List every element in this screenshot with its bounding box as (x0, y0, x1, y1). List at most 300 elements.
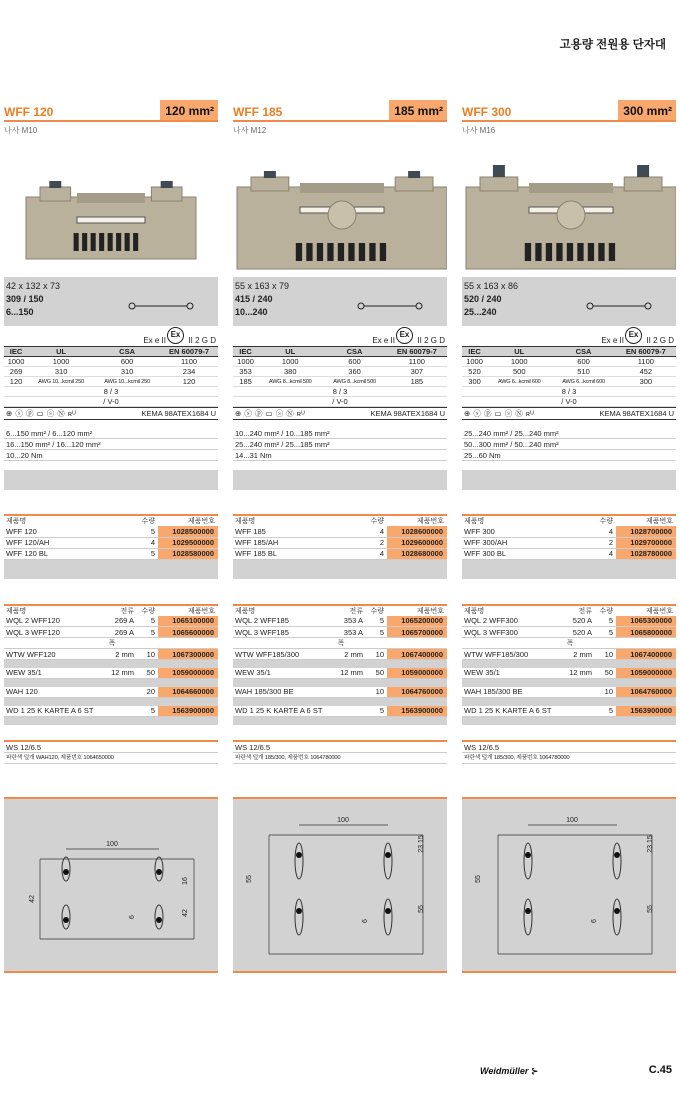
terminal-clamp-left (40, 187, 71, 201)
order-row (462, 548, 676, 559)
ratings-cell: 1000 (233, 357, 258, 367)
mounting-hole (614, 852, 620, 858)
ratings-row (4, 357, 218, 367)
ratings-row (462, 357, 676, 367)
terminal-slot (108, 233, 113, 251)
terminal-slot (74, 233, 79, 251)
order-row (4, 649, 218, 660)
cell: 2 (342, 537, 387, 548)
mounting-slot (295, 899, 303, 935)
cell: 520 A (563, 616, 595, 627)
ratings-cell: 1100 (160, 357, 218, 367)
wire-icon (128, 302, 194, 310)
cell: WD 1 25 K KARTE A 6 ST (4, 706, 105, 717)
cell: 269 A (105, 616, 137, 627)
dim-label-h1: 42 (29, 894, 36, 903)
cell: 5 (137, 706, 158, 717)
dim-label-d: 6 (591, 918, 598, 923)
marker-name: WS 12/6.5 (233, 742, 447, 753)
ratings-cell: 1000 (258, 357, 322, 367)
order-row (462, 627, 676, 638)
ratings-cell: 600 (94, 357, 160, 367)
part-number: 1029500000 (158, 537, 218, 548)
order-row (462, 526, 676, 537)
ratings-cell: 1100 (616, 357, 676, 367)
terminal-slot (91, 233, 96, 251)
terminal-slot (567, 243, 573, 261)
ratings-merged: 8 / 3 (4, 387, 218, 397)
cell: 50 (366, 668, 387, 679)
cell: WQL 3 WFF300 (462, 627, 563, 638)
cell: 20 (137, 687, 158, 698)
cell: 10 (595, 687, 616, 698)
ratings-row (4, 377, 218, 387)
mounting-hole (63, 917, 69, 923)
order-header: 제품명 (462, 515, 571, 526)
spacer-box (4, 470, 218, 490)
ratings-cell: 510 (551, 367, 615, 377)
order-header: 제품번호 (387, 515, 447, 526)
ratings-header: IEC (233, 347, 258, 357)
terminal-clamp-left (251, 177, 289, 191)
order-row (233, 706, 447, 717)
mounting-hole (296, 852, 302, 858)
product-photo (233, 137, 447, 277)
cell: 5 (137, 627, 158, 638)
ratings-header: IEC (4, 347, 28, 357)
mounting-hole (63, 869, 69, 875)
cell: WQL 2 WFF300 (462, 616, 563, 627)
cell: WFF 120/AH (4, 537, 113, 548)
cell: 5 (137, 616, 158, 627)
cell: WAH 185/300 BE (462, 687, 563, 698)
cell: 12 mm (563, 668, 595, 679)
screw-icon (49, 181, 61, 188)
cell: WFF 120 BL (4, 548, 113, 559)
ratings-header: IEC (462, 347, 487, 357)
cell: WQL 3 WFF120 (4, 627, 105, 638)
cell: 4 (571, 548, 616, 559)
product-column (462, 100, 676, 973)
part-number: 1563900000 (616, 706, 676, 717)
ex-class: Ex e II (601, 336, 624, 345)
accessory-table (4, 604, 218, 725)
terminal-slot (317, 243, 323, 261)
dim-label-width: 100 (566, 816, 578, 824)
cell: 10 (366, 649, 387, 660)
cell: WEW 35/1 (4, 668, 105, 679)
acc-header: 수량 (137, 605, 158, 616)
wire-range-item: 25...60 Nm (462, 450, 676, 461)
wire-range-list (4, 428, 218, 461)
marker-name: WS 12/6.5 (4, 742, 218, 753)
order-header: 수량 (113, 515, 158, 526)
acc-header: 제품명 (462, 605, 563, 616)
ratings-merged: 8 / 3 (462, 387, 676, 397)
wire-range-item: 25...240 mm² / 25...185 mm² (233, 439, 447, 450)
ratings-cell: 120 (4, 377, 28, 387)
part-number: 1059000000 (387, 668, 447, 679)
mounting-hole (156, 917, 162, 923)
part-number: 1065300000 (616, 616, 676, 627)
terminal-clamp-right (151, 187, 182, 201)
ratings-cell: 310 (28, 367, 94, 377)
cell: 269 A (105, 627, 137, 638)
terminal-slot (82, 233, 87, 251)
ratings-table (233, 346, 447, 407)
screw-icon (408, 171, 420, 178)
wire-range-item: 25...240 mm² / 25...240 mm² (462, 428, 676, 439)
ratings-cell: 600 (551, 357, 615, 367)
order-row (462, 687, 676, 698)
ratings-header: CSA (551, 347, 615, 357)
cell: WFF 300/AH (462, 537, 571, 548)
mounting-slot (613, 843, 621, 879)
terminal-slot (588, 243, 594, 261)
rating: 309 / 150 (6, 294, 44, 304)
ex-approval (462, 326, 676, 346)
wire-range: 10...240 (235, 307, 268, 317)
product-header (4, 100, 218, 122)
ratings-table (462, 346, 676, 407)
terminal-slot (556, 243, 562, 261)
mounting-hole (385, 852, 391, 858)
cell: 520 A (563, 627, 595, 638)
order-row (462, 537, 676, 548)
dim-label-h2: 23.15 (418, 834, 425, 853)
part-number: 1067400000 (387, 649, 447, 660)
spacer-box (462, 560, 676, 579)
ratings-cell: AWG 10...kcmil 250 (28, 377, 94, 387)
cell: WFF 300 (462, 526, 571, 537)
spec-box (233, 277, 447, 326)
ratings-cell: 269 (4, 367, 28, 377)
terminal-slot (359, 243, 365, 261)
mounting-hole (385, 908, 391, 914)
cell: WTW WFF120 (4, 649, 105, 660)
terminal-slot (125, 233, 130, 251)
ratings-cell: 353 (233, 367, 258, 377)
terminal-top (77, 193, 145, 203)
ratings-row (233, 377, 447, 387)
dim-label-width: 100 (337, 816, 349, 824)
ratings-cell: 360 (322, 367, 386, 377)
certification-row (233, 407, 447, 420)
order-row (233, 668, 447, 679)
cell: 2 (571, 537, 616, 548)
cell: 2 mm (563, 649, 595, 660)
order-row (4, 616, 218, 627)
cell (563, 706, 595, 717)
part-number: 1064760000 (387, 687, 447, 698)
dimension-drawing (462, 797, 676, 973)
page-number: C.45 (648, 1064, 672, 1076)
ratings-header: UL (258, 347, 322, 357)
order-table (4, 514, 218, 560)
product-photo (462, 137, 676, 277)
dim-label-h1: 55 (246, 874, 253, 883)
cell: WQL 2 WFF120 (4, 616, 105, 627)
order-row (233, 687, 447, 698)
part-number: 1563900000 (387, 706, 447, 717)
cell: WFF 185 (233, 526, 342, 537)
dim-label-d: 6 (362, 918, 369, 923)
ratings-merged: / V-0 (4, 397, 218, 407)
cell: WEW 35/1 (233, 668, 334, 679)
marker-info (233, 740, 447, 764)
ratings-table (4, 346, 218, 407)
cert-number: KEMA 98ATEX1684 U (141, 409, 216, 418)
order-header: 수량 (342, 515, 387, 526)
part-number: 1064760000 (616, 687, 676, 698)
acc-header: 제품번호 (616, 605, 676, 616)
terminal-slot (296, 243, 302, 261)
ratings-row (4, 367, 218, 377)
cell: 5 (113, 548, 158, 559)
order-row (462, 706, 676, 717)
ratings-header: UL (28, 347, 94, 357)
wire-range: 25...240 (464, 307, 497, 317)
terminal-disk (328, 201, 356, 229)
screw-size: 나사 M12 (233, 126, 267, 135)
acc-header: 제품명 (4, 605, 105, 616)
cell: WTW WFF185/300 (233, 649, 334, 660)
ex-approval (4, 326, 218, 346)
product-name: WFF 185 (233, 105, 283, 119)
acc-subheader: 폭 (233, 638, 447, 649)
cell: WAH 120 (4, 687, 105, 698)
spacer-box (462, 470, 676, 490)
acc-header: 제품번호 (387, 605, 447, 616)
ex-class: Ex e II (143, 336, 166, 345)
order-row (462, 616, 676, 627)
mounting-slot (524, 843, 532, 879)
terminal-slot (327, 243, 333, 261)
ex-logo-icon: Ex (625, 327, 642, 344)
cell: 10 (137, 649, 158, 660)
dim-label-h2: 16 (182, 876, 189, 885)
acc-header: 전류 (334, 605, 366, 616)
spec-box (462, 277, 676, 326)
order-row (4, 537, 218, 548)
ratings-cell: AWG 6...kcmil 600 (487, 377, 551, 387)
dimension-drawing (4, 797, 218, 973)
terminal-clamp-right (395, 177, 433, 191)
acc-header: 제품번호 (158, 605, 218, 616)
part-number: 1028500000 (158, 526, 218, 537)
dim-label-h3: 55 (647, 904, 654, 913)
cell: 5 (595, 627, 616, 638)
order-header: 제품명 (4, 515, 113, 526)
cell: 5 (595, 616, 616, 627)
terminal-slot (598, 243, 604, 261)
part-number: 1028780000 (616, 548, 676, 559)
cell: 2 mm (334, 649, 366, 660)
cell: WFF 300 BL (462, 548, 571, 559)
ratings-header: UL (487, 347, 551, 357)
mounting-hole (156, 869, 162, 875)
wire-range: 6...150 (6, 307, 34, 317)
rating: 415 / 240 (235, 294, 273, 304)
order-row (4, 548, 218, 559)
ratings-cell: 1000 (462, 357, 487, 367)
ratings-cell: 1100 (387, 357, 447, 367)
terminal-slot (609, 243, 615, 261)
cell: 10 (595, 649, 616, 660)
ratings-cell: 500 (487, 367, 551, 377)
ex-approval (233, 326, 447, 346)
cell: 12 mm (334, 668, 366, 679)
part-number: 1029700000 (616, 537, 676, 548)
ratings-cell: AWG 8...kcmil 500 (322, 377, 386, 387)
product-name: WFF 120 (4, 105, 54, 119)
spacer-box (233, 560, 447, 579)
order-row (462, 649, 676, 660)
ratings-header: EN 60079-7 (616, 347, 676, 357)
cell: 5 (366, 627, 387, 638)
wire-range-item: 10...240 mm² / 10...185 mm² (233, 428, 447, 439)
acc-header: 수량 (595, 605, 616, 616)
ex-class: Ex e II (372, 336, 395, 345)
wire-icon (586, 302, 652, 310)
certification-row (4, 407, 218, 420)
screw-size: 나사 M10 (4, 126, 38, 135)
cell: WQL 3 WFF185 (233, 627, 334, 638)
wire-range-item: 50...300 mm² / 50...240 mm² (462, 439, 676, 450)
part-number: 1028700000 (616, 526, 676, 537)
part-number: 1067300000 (158, 649, 218, 660)
mounting-slot (613, 899, 621, 935)
spacer-box (233, 470, 447, 490)
product-header (233, 100, 447, 122)
product-header (462, 100, 676, 122)
cell: WFF 120 (4, 526, 113, 537)
accessory-table (462, 604, 676, 725)
ratings-cell: 600 (322, 357, 386, 367)
mounting-hole (296, 908, 302, 914)
terminal-slot (338, 243, 344, 261)
cell: 12 mm (105, 668, 137, 679)
acc-header: 전류 (563, 605, 595, 616)
part-number: 1028600000 (387, 526, 447, 537)
ratings-row (233, 367, 447, 377)
cell (105, 687, 137, 698)
wire-icon (357, 302, 423, 310)
order-table (462, 514, 676, 560)
terminal-slot (380, 243, 386, 261)
cover-note: 파란색 덮개 185/300, 제품번호 1064780000 (233, 753, 447, 764)
cert-logos-icon: ⊕ ⓢ ⓟ ▭ ⓢ Ⓝ ʀᵁ (6, 409, 77, 418)
screw-icon (493, 165, 505, 177)
dimensions: 55 x 163 x 79 (235, 281, 290, 291)
ratings-header: CSA (94, 347, 160, 357)
order-row (4, 627, 218, 638)
wire-range-list (233, 428, 447, 461)
cell: 353 A (334, 616, 366, 627)
ratings-merged: 8 / 3 (233, 387, 447, 397)
dimension-drawing (233, 797, 447, 973)
cross-section-badge: 185 mm² (389, 100, 447, 120)
part-number: 1065100000 (158, 616, 218, 627)
cell: 4 (571, 526, 616, 537)
dim-label-h1: 55 (475, 874, 482, 883)
ratings-cell: 185 (387, 377, 447, 387)
ratings-cell: 1000 (28, 357, 94, 367)
cell (334, 706, 366, 717)
dim-label-h3: 42 (182, 908, 189, 917)
part-number: 1028580000 (158, 548, 218, 559)
part-number: 1059000000 (616, 668, 676, 679)
product-column (233, 100, 447, 973)
terminal-slot (348, 243, 354, 261)
ratings-cell: AWG 10...kcmil 250 (94, 377, 160, 387)
cell: WFF 185 BL (233, 548, 342, 559)
cell: WEW 35/1 (462, 668, 563, 679)
cross-section-badge: 300 mm² (618, 100, 676, 120)
terminal-slot (369, 243, 375, 261)
dim-label-h2: 23.15 (647, 834, 654, 853)
ratings-cell: AWG 6...kcmil 600 (551, 377, 615, 387)
ratings-cell: 120 (160, 377, 218, 387)
dim-label-h3: 55 (418, 904, 425, 913)
cell: 2 mm (105, 649, 137, 660)
screw-icon (637, 165, 649, 177)
wire-range-item: 6...150 mm² / 6...120 mm² (4, 428, 218, 439)
wire-range-item: 16...150 mm² / 16...120 mm² (4, 439, 218, 450)
ratings-cell: 234 (160, 367, 218, 377)
wire-range-item: 14...31 Nm (233, 450, 447, 461)
cell: WFF 185/AH (233, 537, 342, 548)
screw-size: 나사 M16 (462, 126, 496, 135)
terminal-slot (546, 243, 552, 261)
cell: 4 (113, 537, 158, 548)
ratings-cell: AWG 8...kcmil 500 (258, 377, 322, 387)
dimensions: 55 x 163 x 86 (464, 281, 519, 291)
cell: 4 (342, 548, 387, 559)
ratings-cell: 380 (258, 367, 322, 377)
order-row (462, 668, 676, 679)
page-title: 고용량 전원용 단자대 (559, 39, 666, 51)
terminal-slot (535, 243, 541, 261)
cert-number: KEMA 98ATEX1684 U (370, 409, 445, 418)
part-number: 1067400000 (616, 649, 676, 660)
product-column (4, 100, 218, 973)
ratings-merged: / V-0 (462, 397, 676, 407)
rating: 520 / 240 (464, 294, 502, 304)
terminal-slot (116, 233, 121, 251)
cell: 50 (595, 668, 616, 679)
terminal-slot (306, 243, 312, 261)
ratings-cell: 185 (233, 377, 258, 387)
cell: 5 (595, 706, 616, 717)
cell: WD 1 25 K KARTE A 6 ST (233, 706, 334, 717)
part-number: 1064660000 (158, 687, 218, 698)
order-row (4, 687, 218, 698)
cell (563, 687, 595, 698)
screw-icon (161, 181, 173, 188)
terminal-slot (577, 243, 583, 261)
cell: 5 (113, 526, 158, 537)
cert-logos-icon: ⊕ ⓢ ⓟ ▭ ⓢ Ⓝ ʀᵁ (464, 409, 535, 418)
cover-note: 파란색 덮개 WAH120, 제품번호 1064650000 (4, 753, 218, 764)
mounting-hole (525, 852, 531, 858)
cell (334, 687, 366, 698)
ex-category: II 2 G D (646, 336, 674, 345)
ratings-header: CSA (322, 347, 386, 357)
cell: 4 (342, 526, 387, 537)
acc-header: 제품명 (233, 605, 334, 616)
ratings-row (233, 357, 447, 367)
